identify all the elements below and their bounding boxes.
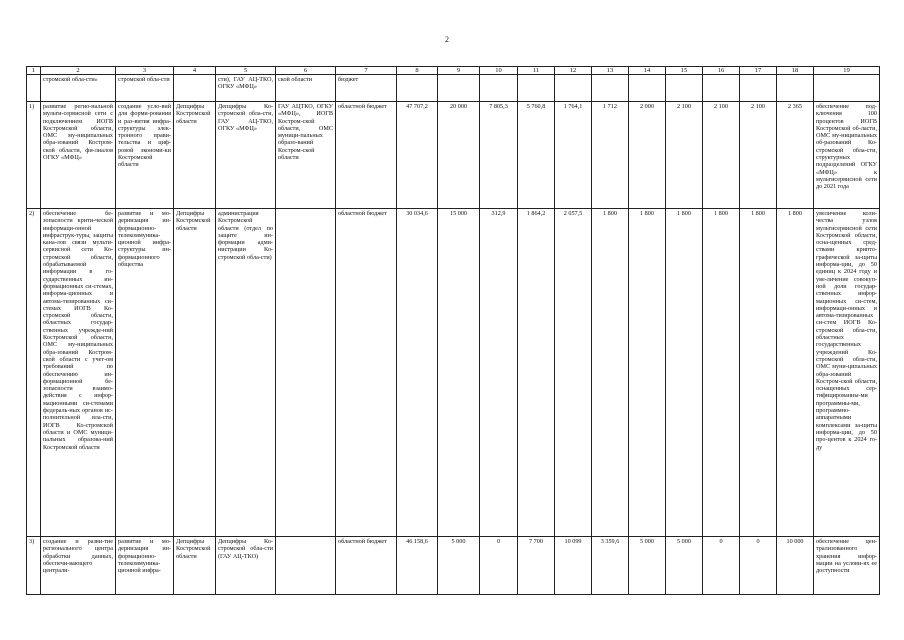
activity-name: обеспечение бе-зопасности крити-ческой информаци-онной инфраструк-туры, защиты кана-лов связи мульти-сервисной сети Ко-стромской области, обрабатываемой информации в го-сударственных ин-формационных си-стемах, информа-ционных и автома-тизированных си-стемах ИОГВ Ко-стромской области, областных государ-ственных учрежде-ний Костромской области, ОМС му-ниципальных обра-зований Костром-ской области с учет-ом требований по обеспечению ин-формационной бе-зопасности взаимо-действия с инфор-мационными си-стемами федераль-ных органов ис-полнительной вла-сти, ИОГВ Ко-стромской области и ОМС муници-пальных образова-ний Костромской области (41, 209, 116, 537)
funding-value: 1 800 (666, 209, 703, 537)
funding-value: 47 707,2 (397, 102, 438, 209)
funding-value: 2 057,5 (555, 209, 592, 537)
funding-value: 0 (480, 537, 518, 595)
co-executor (276, 537, 336, 595)
column-number: 19 (814, 67, 880, 75)
funding-value: 15 000 (438, 209, 480, 537)
table-cell (27, 75, 41, 102)
funding-value: 1 800 (777, 209, 814, 537)
funding-value: 2 100 (740, 102, 777, 209)
funding-value: 1 764,1 (555, 102, 592, 209)
funding-value: 20 000 (438, 102, 480, 209)
funding-value: 1 800 (703, 209, 740, 537)
table-cell (666, 75, 703, 102)
funding-source: областной бюджет (336, 537, 397, 595)
funding-value: 1 800 (629, 209, 666, 537)
funding-value: 1 800 (740, 209, 777, 537)
funding-value: 30 034,6 (397, 209, 438, 537)
activity-name: создание и разви-тие регионального центра обработки данных, обеспечи-вающего централи- (41, 537, 116, 595)
column-numbers-row (27, 67, 880, 75)
program-table (26, 66, 880, 595)
executor: администрация Костромской области (отдел по защите ин-формации адми-нистрации Ко-стромской обла-сти) (216, 209, 276, 537)
funding-value: 5 000 (438, 537, 480, 595)
funding-value: 10 000 (777, 537, 814, 595)
state-customer: Депцифры Костромской области (174, 209, 216, 537)
expected-result: обеспечение цен-трализованного хранения инфор-мации на услови-ях ее доступности (814, 537, 880, 595)
row-number: 3) (27, 537, 41, 595)
table-row (27, 102, 880, 209)
funding-value: 1 800 (592, 209, 629, 537)
column-number: 1 (27, 67, 41, 75)
funding-source: областной бюджет (336, 102, 397, 209)
table-cell: стромской обла-сти (116, 75, 174, 102)
funding-value: 0 (703, 537, 740, 595)
column-number: 14 (629, 67, 666, 75)
table-cell (740, 75, 777, 102)
funding-value: 2 100 (666, 102, 703, 209)
column-number: 10 (480, 67, 518, 75)
state-customer: Депцифры Костромской области (174, 537, 216, 595)
table-cell (555, 75, 592, 102)
activity-goal: развитие и мо-дернизация ин-формационно-телекоммуника-ционной инфра- (116, 537, 174, 595)
state-customer: Депцифры Костромской области (174, 102, 216, 209)
table-cell: ской области (276, 75, 336, 102)
column-number: 11 (518, 67, 555, 75)
funding-value: 1 712 (592, 102, 629, 209)
funding-value: 312,9 (480, 209, 518, 537)
funding-source: областной бюджет (336, 209, 397, 537)
funding-value: 7 700 (518, 537, 555, 595)
table-cell (629, 75, 666, 102)
column-number: 18 (777, 67, 814, 75)
page-number: 2 (445, 35, 449, 44)
table-cell (814, 75, 880, 102)
funding-value: 7 805,3 (480, 102, 518, 209)
expected-result: обеспечение под-ключения 100 процентов ИОГВ Костромской об-ласти, ОМС му-ниципальных об-разований Ко-стромской обла-сти, структурных подразделений ОГКУ «МФЦ» к мультисервисной сети до 2021 года (814, 102, 880, 209)
funding-value: 2 365 (777, 102, 814, 209)
funding-value: 1 864,2 (518, 209, 555, 537)
table-cell: бюджет (336, 75, 397, 102)
continuation-row (27, 75, 880, 102)
table-cell (592, 75, 629, 102)
table-cell (480, 75, 518, 102)
funding-value: 5 760,8 (518, 102, 555, 209)
funding-value: 5 000 (629, 537, 666, 595)
funding-value: 3 359,6 (592, 537, 629, 595)
column-number: 17 (740, 67, 777, 75)
table-row (27, 209, 880, 537)
column-number: 8 (397, 67, 438, 75)
column-number: 6 (276, 67, 336, 75)
table-cell: сти), ГАУ АЦ-ТКО, ОГКУ «МФЦ» (216, 75, 276, 102)
table-cell (777, 75, 814, 102)
table-cell (438, 75, 480, 102)
row-number: 2) (27, 209, 41, 537)
funding-value: 2 100 (703, 102, 740, 209)
funding-value: 10 099 (555, 537, 592, 595)
column-number: 3 (116, 67, 174, 75)
column-number: 2 (41, 67, 116, 75)
expected-result: увеличение коли-чества узлов мультисервисной сети Костромской области, осна-щенных сред-ствами крипто-графической за-щиты информа-ции, до 50 единиц к 2024 году и уве-личение совокуп-ной доли государ-ственных инфор-мационных си-стем, информаци-онных и автома-тизированных си-стем ИОГВ Ко-стромской обла-сти, областных государственных учреждений Ко-стромской обла-сти, ОМС муни-ципальных обра-зований Костром-ской области, оснащенных сер-тифицированны-ми программны-ми, программно-аппаратными комплексами за-щиты информа-ции, до 50 про-центов к 2024 го-ду (814, 209, 880, 537)
funding-value: 46 158,6 (397, 537, 438, 595)
column-number: 5 (216, 67, 276, 75)
column-number: 15 (666, 67, 703, 75)
column-number: 13 (592, 67, 629, 75)
row-number: 1) (27, 102, 41, 209)
executor: Депцифры Ко-стромской обла-сти, ГАУ АЦ-ТКО, ОГКУ «МФЦ» (216, 102, 276, 209)
activity-name: развитие регио-нальной мульти-сервисной сети с подключением ИОГВ Костромской области, ОМС му-ниципальных обра-зований Костром-ской области, фи-лиалов ОГКУ «МФЦ» (41, 102, 116, 209)
funding-value: 0 (740, 537, 777, 595)
table-cell (174, 75, 216, 102)
activity-goal: развитие и мо-дернизация ин-формационно-телекоммуника-ционной инфра-структуры ин-формационного общества (116, 209, 174, 537)
table-cell (518, 75, 555, 102)
funding-value: 5 000 (666, 537, 703, 595)
column-number: 9 (438, 67, 480, 75)
column-number: 16 (703, 67, 740, 75)
column-number: 4 (174, 67, 216, 75)
column-number: 12 (555, 67, 592, 75)
funding-value: 2 000 (629, 102, 666, 209)
table-cell: стромской обла-сти» (41, 75, 116, 102)
table-cell (397, 75, 438, 102)
table-cell (703, 75, 740, 102)
executor: Депцифры Ко-стромской обла-сти (ГАУ АЦ-ТКО) (216, 537, 276, 595)
co-executor: ГАУ АЦТКО, ОГКУ «МФЦ», ИОГВ Костром-ской области, ОМС муници-пальных образо-ваний Костром-ской области (276, 102, 336, 209)
table-row (27, 537, 880, 595)
activity-goal: создание усло-вий для форми-рования и раз-вития инфра-структуры элек-тронного прави-тельства и циф-ровой экономи-ки Костромской области (116, 102, 174, 209)
co-executor (276, 209, 336, 537)
column-number: 7 (336, 67, 397, 75)
